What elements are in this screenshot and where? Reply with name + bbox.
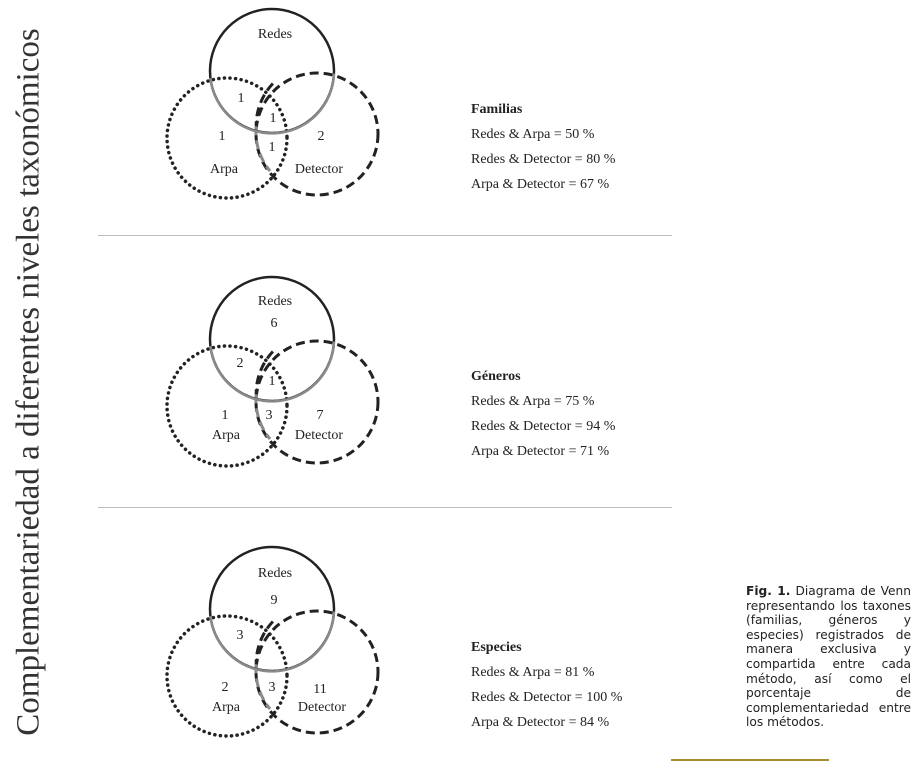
- count-arpa-detector: 3: [265, 408, 273, 423]
- stats-generos: [471, 364, 615, 464]
- arpa-label: Arpa: [212, 700, 240, 715]
- stat-redes-detector: Redes & Detector = 80 %: [471, 152, 616, 167]
- venn-panel-familias: [160, 10, 680, 245]
- detector-label: Detector: [297, 700, 347, 715]
- figure-caption: [746, 584, 911, 730]
- count-redes-arpa: 3: [236, 628, 244, 643]
- redes-label: Redes: [257, 27, 293, 42]
- stats-heading: Especies: [471, 640, 522, 655]
- stats-heading: Familias: [471, 102, 523, 117]
- caption-rule: [671, 759, 829, 761]
- count-arpa-only: 1: [218, 129, 226, 144]
- divider: [98, 235, 672, 236]
- redes-arc-overlap: [210, 342, 334, 402]
- divider: [98, 507, 672, 508]
- caption-label: Fig. 1.: [746, 584, 791, 598]
- detector-label: Detector: [294, 428, 344, 443]
- count-all-three: 1: [269, 111, 277, 126]
- count-detector-only: 7: [316, 408, 324, 423]
- stat-arpa-detector: Arpa & Detector = 84 %: [471, 715, 610, 730]
- venn-panel-especies: [160, 548, 680, 783]
- count-redes-only: 9: [270, 593, 278, 608]
- count-redes-arpa: 1: [237, 91, 245, 106]
- stat-redes-detector: Redes & Detector = 100 %: [471, 690, 623, 705]
- redes-label: Redes: [257, 294, 293, 309]
- venn-diagram-especies: [160, 548, 400, 748]
- count-arpa-detector: 1: [268, 140, 276, 155]
- stat-redes-arpa: Redes & Arpa = 81 %: [471, 665, 595, 680]
- stats-familias: [471, 97, 615, 197]
- venn-diagram-familias: [160, 10, 400, 210]
- stat-redes-arpa: Redes & Arpa = 75 %: [471, 394, 595, 409]
- count-redes-only: 6: [270, 316, 278, 331]
- arpa-label: Arpa: [212, 428, 240, 443]
- vertical-axis-title: [6, 0, 52, 764]
- detector-arc-inside-redes: [256, 622, 273, 665]
- count-arpa-detector: 3: [268, 680, 276, 695]
- redes-arc-overlap: [210, 612, 334, 672]
- stat-redes-arpa: Redes & Arpa = 50 %: [471, 127, 595, 142]
- stat-redes-detector: Redes & Detector = 94 %: [471, 419, 616, 434]
- caption-text: Diagrama de Venn representando los taxones (familias, géneros y especies) registrados de manera exclusiva y compartida entre cada método, así como el porcentaje de complementariedad entre los métodos.: [746, 584, 911, 730]
- stats-especies: [471, 635, 622, 735]
- redes-label: Redes: [257, 566, 293, 581]
- venn-panel-generos: [160, 278, 680, 513]
- count-detector-only: 2: [317, 129, 325, 144]
- count-all-three: 1: [268, 374, 276, 389]
- stat-arpa-detector: Arpa & Detector = 67 %: [471, 177, 610, 192]
- venn-diagram-generos: [160, 278, 400, 478]
- count-redes-arpa: 2: [236, 356, 244, 371]
- stat-arpa-detector: Arpa & Detector = 71 %: [471, 444, 610, 459]
- stats-heading: Géneros: [471, 369, 521, 384]
- arpa-label: Arpa: [210, 162, 238, 177]
- detector-label: Detector: [294, 162, 344, 177]
- count-arpa-only: 2: [221, 680, 229, 695]
- vertical-title-text: Complementariedad a diferentes niveles taxonómicos: [10, 28, 47, 736]
- count-detector-only: 11: [313, 682, 327, 697]
- count-arpa-only: 1: [221, 408, 229, 423]
